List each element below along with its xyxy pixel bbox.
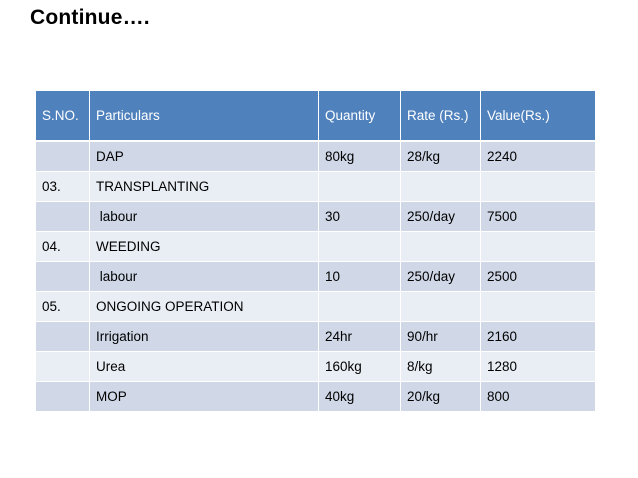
cell-value: 800 xyxy=(481,382,595,412)
cell-value xyxy=(481,232,595,262)
cell-sno xyxy=(36,202,90,232)
cell-quantity xyxy=(319,232,401,262)
header-sno: S.NO. xyxy=(36,91,90,142)
cell-particulars: DAP xyxy=(90,142,319,172)
cell-particulars: MOP xyxy=(90,382,319,412)
cell-particulars: Irrigation xyxy=(90,322,319,352)
cell-quantity: 80kg xyxy=(319,142,401,172)
cell-particulars: ONGOING OPERATION xyxy=(90,292,319,322)
cell-value: 2240 xyxy=(481,142,595,172)
table-row xyxy=(36,352,595,382)
cell-quantity xyxy=(319,292,401,322)
cost-table xyxy=(36,91,595,412)
table-row xyxy=(36,232,595,262)
cell-rate xyxy=(401,172,481,202)
cell-rate: 28/kg xyxy=(401,142,481,172)
cell-sno xyxy=(36,352,90,382)
cell-rate: 90/hr xyxy=(401,322,481,352)
cell-rate xyxy=(401,292,481,322)
header-particulars: Particulars xyxy=(90,91,319,142)
cell-rate: 250/day xyxy=(401,262,481,292)
header-rate: Rate (Rs.) xyxy=(401,91,481,142)
cell-value: 7500 xyxy=(481,202,595,232)
cell-value xyxy=(481,292,595,322)
cell-quantity: 40kg xyxy=(319,382,401,412)
cell-rate: 8/kg xyxy=(401,352,481,382)
cell-particulars: labour xyxy=(90,202,319,232)
cell-quantity: 10 xyxy=(319,262,401,292)
cell-sno xyxy=(36,382,90,412)
cell-particulars: WEEDING xyxy=(90,232,319,262)
header-quantity: Quantity xyxy=(319,91,401,142)
cell-particulars: TRANSPLANTING xyxy=(90,172,319,202)
slide-title: Continue…. xyxy=(30,6,150,29)
table-row xyxy=(36,322,595,352)
cell-quantity: 30 xyxy=(319,202,401,232)
cell-sno: 04. xyxy=(36,232,90,262)
table-row xyxy=(36,382,595,412)
cell-sno: 05. xyxy=(36,292,90,322)
cell-quantity: 24hr xyxy=(319,322,401,352)
cell-value: 2500 xyxy=(481,262,595,292)
cell-rate: 20/kg xyxy=(401,382,481,412)
cell-sno: 03. xyxy=(36,172,90,202)
cell-rate xyxy=(401,232,481,262)
cell-quantity: 160kg xyxy=(319,352,401,382)
table-row xyxy=(36,202,595,232)
table-row xyxy=(36,262,595,292)
header-value: Value(Rs.) xyxy=(481,91,595,142)
table-row xyxy=(36,142,595,172)
table-row xyxy=(36,172,595,202)
cell-particulars: Urea xyxy=(90,352,319,382)
cell-value xyxy=(481,172,595,202)
cell-sno xyxy=(36,142,90,172)
cell-value: 1280 xyxy=(481,352,595,382)
cell-sno xyxy=(36,262,90,292)
cell-particulars: labour xyxy=(90,262,319,292)
table-header-row xyxy=(36,91,595,142)
cell-rate: 250/day xyxy=(401,202,481,232)
cell-quantity xyxy=(319,172,401,202)
table-row xyxy=(36,292,595,322)
cell-value: 2160 xyxy=(481,322,595,352)
cell-sno xyxy=(36,322,90,352)
